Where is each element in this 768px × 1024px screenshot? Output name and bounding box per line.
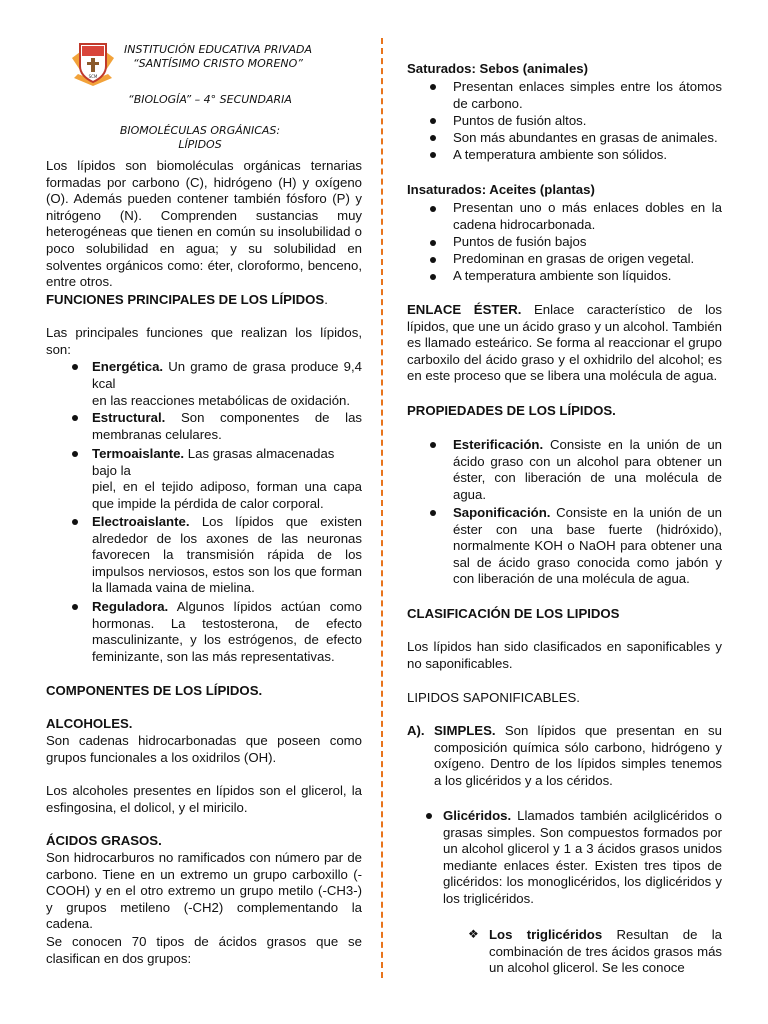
trigliceridos-text: Resultan de la combinación de tres ácidos grasos más un alcohol glicerol. Se les conoce <box>489 927 723 976</box>
function-term: Estructural. <box>92 410 166 425</box>
insaturados-item: Predominan en grasas de origen vegetal. <box>453 251 695 266</box>
clasificacion-heading: CLASIFICACIÓN DE LOS LIPIDOS <box>407 606 620 621</box>
alcoholes-heading: ALCOHOLES. <box>46 716 133 731</box>
column-divider <box>381 38 383 978</box>
propiedades-heading: PROPIEDADES DE LOS LÍPIDOS. <box>407 403 616 418</box>
bullet-icon <box>72 519 78 525</box>
insaturados-heading: Insaturados: Aceites (plantas) <box>407 182 595 197</box>
bullet-icon <box>430 152 436 158</box>
insaturados-item: A temperatura ambiente son líquidos. <box>453 268 672 283</box>
function-text: Son componentes de las membranas celulares. <box>92 410 362 442</box>
function-item-electroaislante <box>92 514 362 597</box>
function-text: Un gramo de grasa produce 9,4 kcal <box>92 359 362 391</box>
function-text: Las grasas almacenadas bajo la <box>92 446 335 478</box>
bullet-icon <box>72 364 78 370</box>
school-name-line2: “SANTÍSIMO CRISTO MORENO” <box>132 57 304 70</box>
school-name <box>118 43 318 71</box>
saponificables-heading: LIPIDOS SAPONIFICABLES. <box>407 690 580 705</box>
saturados-item: Presentan enlaces simples entre los átomos de carbono. <box>453 79 722 111</box>
function-term: Electroaislante. <box>92 514 190 529</box>
gliceridos-term: Glicéridos. <box>443 808 512 823</box>
simples-term: SIMPLES. <box>434 723 496 738</box>
ester-text: Enlace característico de los lípidos, que une un ácido graso y un alcohol. También es llamado esteárico. Se forma al reaccionar el grupo carboxilo del ácido graso y el oxhidrilo del alcohol; es en este proceso que se libera una molécula de agua. <box>407 302 723 384</box>
alcoholes-text2: Los alcoholes presentes en lípidos son el glicerol, la esfingosina, el dolicol, y el miricilo. <box>46 783 362 815</box>
saturados-heading: Saturados: Sebos (animales) <box>407 61 589 76</box>
function-item-termoaislante-cont: piel, en el tejido adiposo, forman una capa que impide la pérdida de calor corporal. <box>92 479 362 511</box>
intro-paragraph: Los lípidos son biomoléculas orgánicas ternarias formadas por carbono (C), hidrógeno (H) y oxígeno (O). Además pueden contener también fósforo (P) y nitrógeno (N). Comprenden sustancias muy heterogéneas que tienen en común su insolubilidad o poco solubilidad en agua; y su solubilidad en solventes orgánicos como: éter, cloroformo, benceno, entre otros. <box>46 158 362 290</box>
propiedad-term: Saponificación. <box>453 505 551 520</box>
acidos-text2: Se conocen 70 tipos de ácidos grasos que se clasifican en dos grupos: <box>46 934 362 966</box>
acidos-heading: ÁCIDOS GRASOS. <box>46 833 162 848</box>
course-title: “BIOLOGÍA” – 4° SECUNDARIA <box>128 93 292 106</box>
gliceridos-text: Llamados también acilglicéridos o grasas simples. Son compuestos formados por un alcohol glicerol y 1 a 3 ácidos grasos unidos mediante enlaces éster. Existen tres tipos de glicéridos: los monoglicéridos, los diglicéridos y los triglicéridos. <box>443 808 722 906</box>
function-item-estructural <box>92 410 362 443</box>
trigliceridos-paragraph <box>489 927 722 977</box>
ester-term: ENLACE ÉSTER. <box>407 302 522 317</box>
enlace-ester-paragraph <box>407 302 722 385</box>
function-term: Reguladora. <box>92 599 169 614</box>
gliceridos-paragraph <box>443 808 722 908</box>
bullet-icon <box>430 274 436 280</box>
crest-icon <box>70 38 116 88</box>
bullet-icon <box>72 604 78 610</box>
funciones-intro: Las principales funciones que realizan los lípidos, son: <box>46 325 362 357</box>
bullet-icon <box>430 118 436 124</box>
funciones-title: FUNCIONES PRINCIPALES DE LOS LÍPIDOS <box>46 292 325 307</box>
bullet-icon <box>430 135 436 141</box>
bullet-icon <box>430 240 436 246</box>
function-item-energetica <box>92 359 362 392</box>
acidos-text: Son hidrocarburos no ramificados con número par de carbono. Tiene en un extremo un grupo carboxillo (-COOH) y en el otro extremo un grupo metilo (-CH3-) y grupos metileno (-CH2) complementando la cadena. <box>46 850 362 932</box>
clasificacion-text: Los lípidos han sido clasificados en saponificables y no saponificables. <box>407 639 722 671</box>
trigliceridos-term: Los triglicéridos <box>489 927 603 942</box>
simples-text: Son lípidos que presentan en su composición química sólo carbono, hidrógeno y oxígeno. Dentro de los lípidos simples tenemos a los glicéridos y a los céridos. <box>434 723 722 788</box>
bullet-icon <box>430 257 436 263</box>
topic-title: BIOMOLÉCULAS ORGÁNICAS: LÍPIDOS <box>119 124 281 151</box>
saturados-item: Puntos de fusión altos. <box>453 113 587 128</box>
function-item-termoaislante <box>92 446 362 479</box>
simples-label: A). <box>407 723 425 738</box>
bullet-icon <box>430 442 436 448</box>
function-term: Termoaislante. <box>92 446 185 461</box>
simples-paragraph <box>434 723 722 789</box>
function-term: Energética. <box>92 359 164 374</box>
function-item-energetica-cont: en las reacciones metabólicas de oxidación. <box>92 393 351 408</box>
propiedad-saponificacion <box>453 505 722 588</box>
bullet-icon <box>430 206 436 212</box>
saturados-item: A temperatura ambiente son sólidos. <box>453 147 668 162</box>
propiedad-text: Consiste en la unión de un ácido graso con un alcohol para obtener un éster, con liberación de una molécula de agua. <box>453 437 722 502</box>
bullet-icon <box>430 84 436 90</box>
insaturados-item: Puntos de fusión bajos <box>453 234 587 249</box>
insaturados-item: Presentan uno o más enlaces dobles en la cadena hidrocarbonada. <box>453 200 722 232</box>
function-item-reguladora <box>92 599 362 665</box>
propiedad-esterificacion <box>453 437 722 503</box>
bullet-icon <box>72 415 78 421</box>
bullet-icon <box>430 510 436 516</box>
funciones-heading <box>46 292 362 309</box>
componentes-heading: COMPONENTES DE LOS LÍPIDOS. <box>46 683 263 698</box>
function-text: Algunos lípidos actúan como hormonas. La testosterona, de efecto masculinizante, y los estrógenos, de efecto feminizante, son las más representativas. <box>92 599 362 664</box>
bullet-icon <box>426 813 432 819</box>
saturados-item: Son más abundantes en grasas de animales. <box>453 130 718 145</box>
svg-text:SCM: SCM <box>88 74 98 79</box>
school-crest-logo <box>70 38 116 88</box>
function-text: Los lípidos que existen alrededor de los axones de las neuronas favorecen la transmisión rápida de los impulsos nerviosos, estos son los que forman la llamada vaina de mielina. <box>92 514 362 596</box>
school-name-line1: INSTITUCIÓN EDUCATIVA PRIVADA <box>124 43 312 56</box>
propiedad-term: Esterificación. <box>453 437 544 452</box>
alcoholes-text: Son cadenas hidrocarbonadas que poseen como grupos funcionales a los oxidrilos (OH). <box>46 733 362 765</box>
diamond-bullet-icon: ❖ <box>468 927 479 941</box>
funciones-title-end: . <box>324 292 328 307</box>
bullet-icon <box>72 451 78 457</box>
propiedad-text: Consiste en la unión de un éster con una base fuerte (hidróxido), normalmente KOH o NaOH para obtener una sal de ácido graso conocida como jabón y con liberación de una molécula de agua. <box>453 505 722 587</box>
